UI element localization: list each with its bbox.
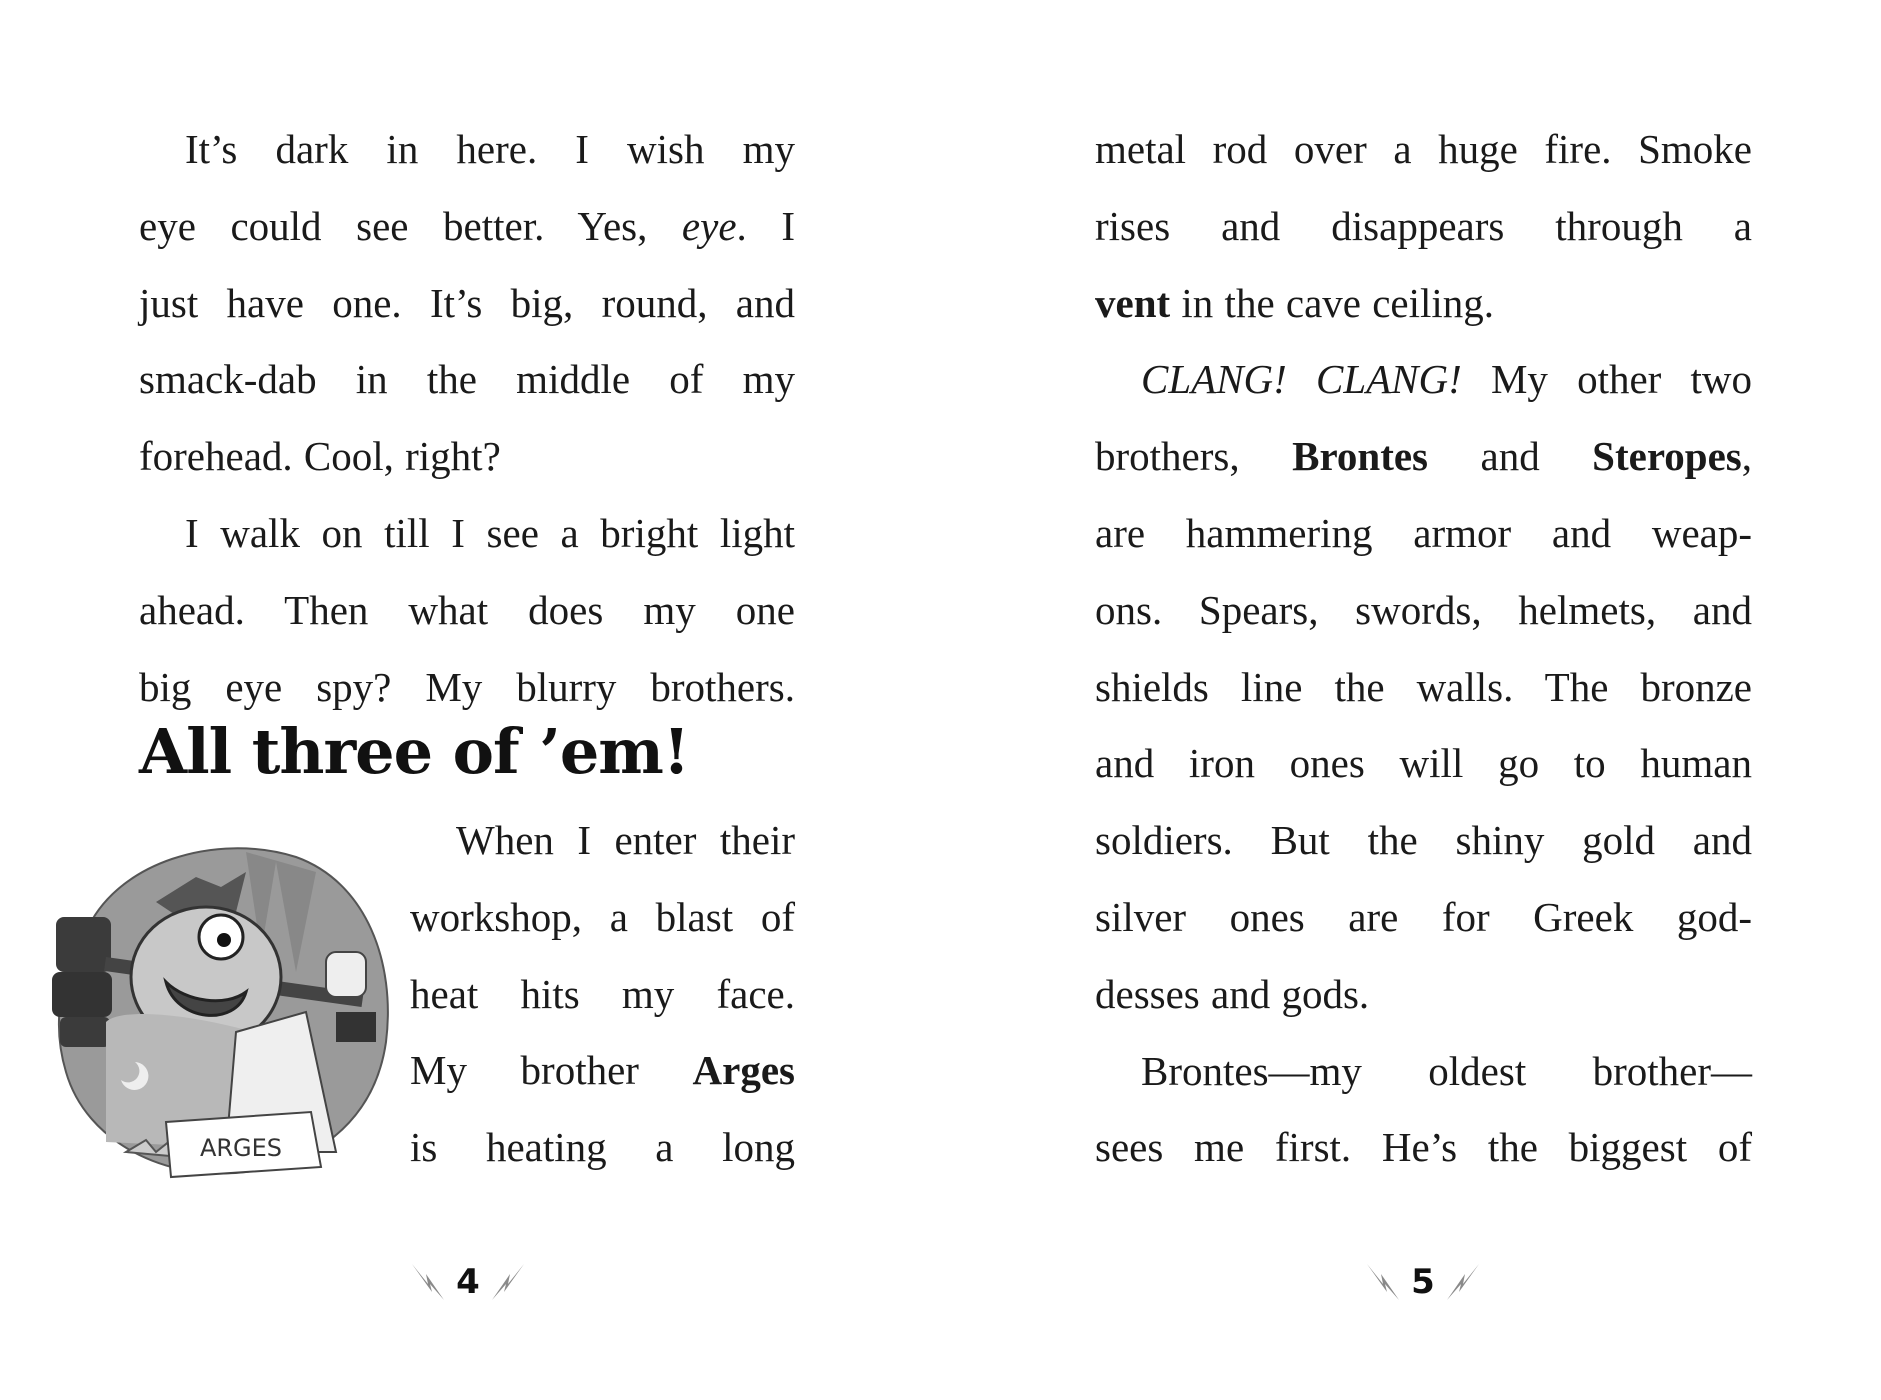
text-line — [139, 341, 795, 418]
text-run: My other two — [1461, 356, 1752, 403]
text-run: shields line the walls. The bronze — [1095, 663, 1752, 710]
text-run: silver ones are for Greek god- — [1095, 893, 1752, 940]
bold-term: vent — [1095, 279, 1171, 326]
text-run: heat hits my face. — [410, 970, 795, 1017]
right-page — [940, 0, 1881, 1400]
bold-term: Steropes — [1592, 433, 1742, 480]
text-run: forehead. Cool, right? — [139, 433, 501, 480]
text-line — [1095, 188, 1752, 265]
right-body-text — [1095, 111, 1752, 1186]
text-line — [139, 111, 795, 188]
left-inset-text — [410, 802, 795, 1186]
text-run: workshop, a blast of — [410, 893, 795, 940]
text-run: I walk on till I see a bright light — [185, 509, 795, 556]
text-line — [1095, 341, 1752, 418]
text-run: Brontes—my oldest brother— — [1141, 1047, 1752, 1094]
text-run: soldiers. But the shiny gold and — [1095, 817, 1752, 864]
arges-cyclops-illustration — [46, 822, 402, 1192]
bold-term: Arges — [692, 1047, 795, 1094]
text-line — [410, 956, 795, 1033]
text-line — [1095, 879, 1752, 956]
text-line — [410, 879, 795, 956]
text-run: ons. Spears, swords, helmets, and — [1095, 586, 1752, 633]
text-line — [1095, 495, 1752, 572]
text-line — [1095, 111, 1752, 188]
page-number: 5 — [1411, 1262, 1435, 1302]
text-run: and — [1428, 433, 1593, 480]
illustration-banner-label: ARGES — [199, 1134, 283, 1162]
text-line — [410, 1109, 795, 1186]
text-run: desses and gods. — [1095, 970, 1370, 1017]
text-run: in the cave ceiling. — [1170, 279, 1495, 326]
text-run: . I — [736, 202, 795, 249]
text-line — [1095, 802, 1752, 879]
text-line — [1095, 725, 1752, 802]
page-number-left — [388, 1252, 548, 1312]
text-run: big eye spy? My blurry brothers. — [139, 663, 795, 710]
text-line — [410, 802, 795, 879]
text-run: brothers, — [1095, 433, 1293, 480]
left-body-text — [139, 111, 795, 725]
text-line — [1095, 1033, 1752, 1110]
text-run: are hammering armor and weap- — [1095, 509, 1752, 556]
text-run: My brother — [410, 1047, 693, 1094]
text-run: sees me first. He’s the biggest of — [1095, 1124, 1752, 1171]
text-run: smack-dab in the middle of my — [139, 356, 795, 403]
text-line — [1095, 1109, 1752, 1186]
bold-term: Brontes — [1292, 433, 1429, 480]
text-run: eye could see better. Yes, — [139, 202, 682, 249]
lightning-bolt-icon — [410, 1262, 446, 1302]
text-run: metal rod over a huge fire. Smoke — [1095, 126, 1752, 172]
text-run: , — [1741, 433, 1752, 480]
lightning-bolt-icon — [1365, 1262, 1401, 1302]
text-line — [1095, 418, 1752, 495]
section-heading: All three of ’em! — [139, 715, 690, 788]
text-run: is heating a long — [410, 1124, 795, 1171]
text-run: just have one. It’s big, round, and — [139, 279, 795, 326]
text-line — [139, 188, 795, 265]
text-line — [1095, 649, 1752, 726]
italic-text: CLANG! CLANG! — [1141, 356, 1462, 403]
text-run: rises and disappears through a — [1095, 202, 1752, 249]
left-page — [0, 0, 940, 1400]
italic-text: eye — [681, 202, 737, 249]
text-line — [139, 572, 795, 649]
text-run: ahead. Then what does my one — [139, 586, 795, 633]
text-line — [1095, 956, 1752, 1033]
lightning-bolt-icon — [1445, 1262, 1481, 1302]
text-run: It’s dark in here. I wish my — [185, 126, 795, 172]
text-line — [1095, 572, 1752, 649]
text-line — [410, 1032, 795, 1109]
text-line — [139, 495, 795, 572]
text-run: When I enter their — [456, 817, 795, 863]
page-number: 4 — [456, 1262, 480, 1302]
lightning-bolt-icon — [490, 1262, 526, 1302]
text-line — [139, 418, 795, 495]
page-number-right — [1343, 1252, 1503, 1312]
text-run: and iron ones will go to human — [1095, 740, 1752, 787]
text-line — [1095, 265, 1752, 342]
text-line — [139, 265, 795, 342]
